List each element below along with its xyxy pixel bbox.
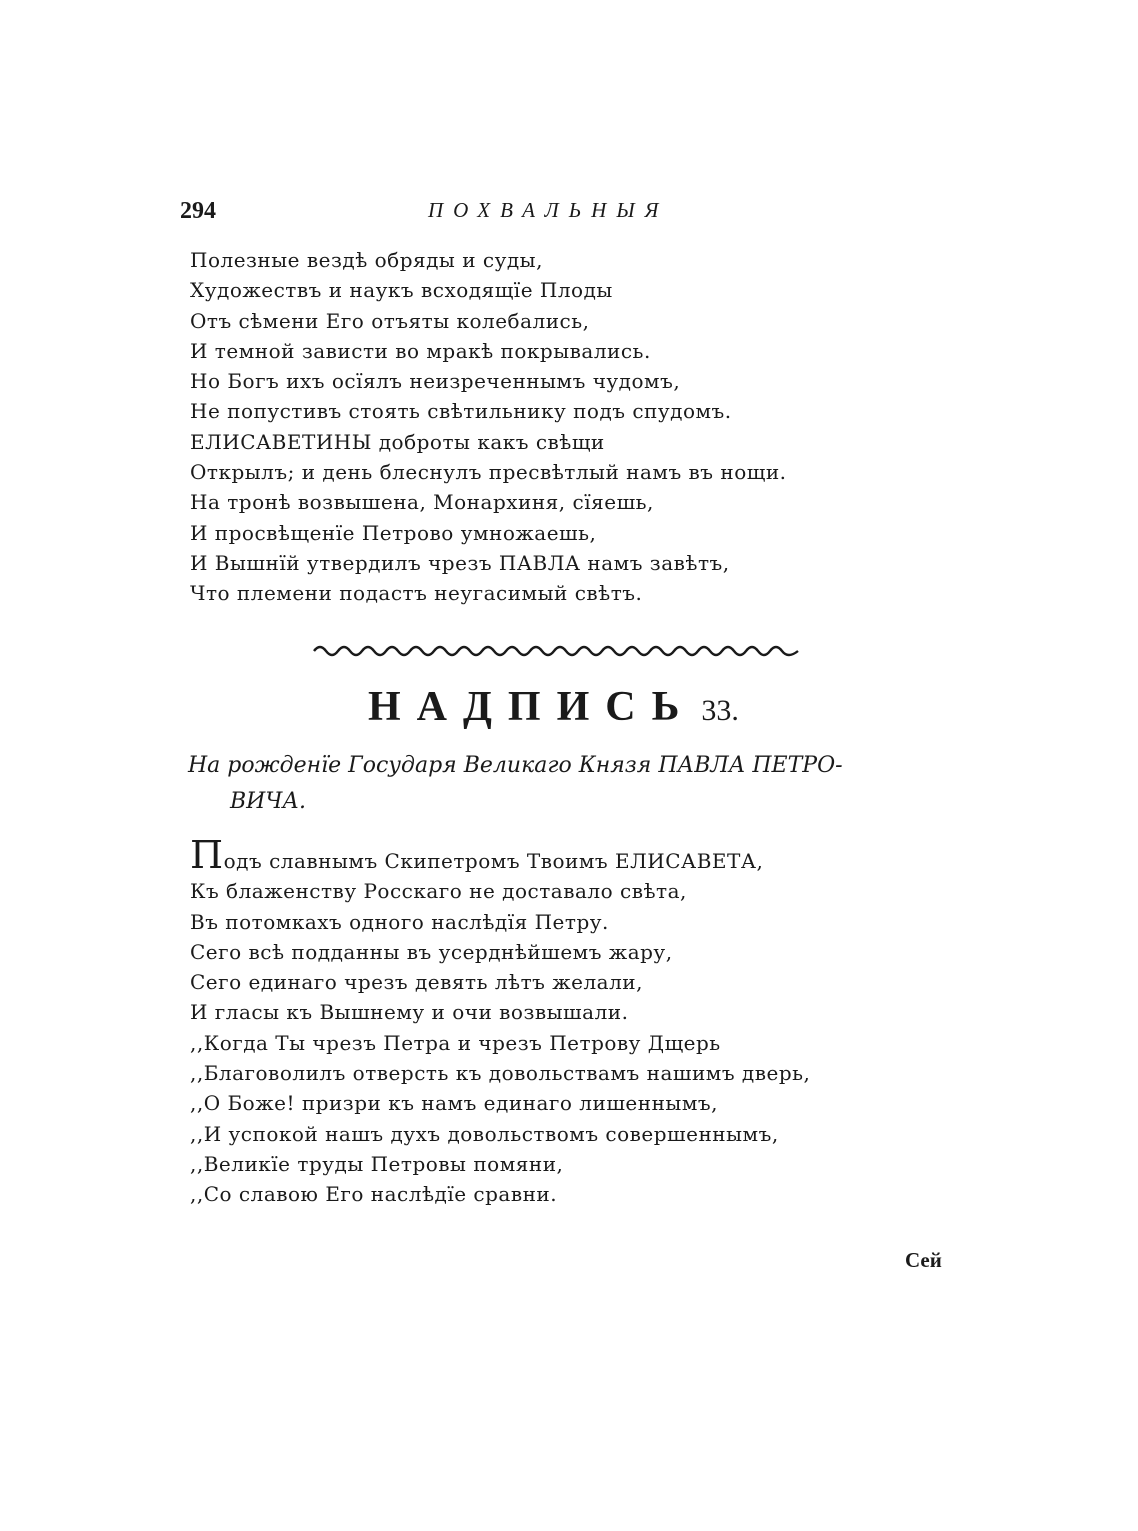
verse-line: И гласы къ Вышнему и очи возвышали. (190, 1000, 629, 1025)
section-number: 33. (701, 694, 739, 727)
verse-line: Открылъ; и день блеснулъ пресвѣтлый намъ въ нощи. (190, 460, 787, 485)
catchword: Сей (905, 1248, 942, 1272)
verse-line: На тронѣ возвышена, Монархиня, сїяешь, (190, 490, 654, 515)
verse-line: ,,О Боже! призри къ намъ единаго лишеннымъ, (190, 1091, 718, 1116)
verse-line: И просвѣщенїе Петрово умножаешь, (190, 520, 597, 545)
verse-line: Что племени подастъ неугасимый свѣтъ. (190, 581, 643, 606)
verse-line: ,,Со славою Его наслѣдїе сравни. (190, 1182, 558, 1207)
verse-line: Полезные вездѣ обряды и суды, (190, 248, 543, 272)
verse-line: Но Богъ ихъ осїялъ неизреченнымъ чудомъ, (190, 369, 681, 394)
verse-line: И Вышнїй утвердилъ чрезъ ПАВЛА намъ завѣтъ, (190, 550, 730, 575)
verse-line: Художествъ и наукъ всходящїе Плоды (190, 278, 613, 303)
running-head (180, 198, 780, 228)
verse-line: Сего единаго чрезъ девять лѣтъ желали, (190, 970, 643, 995)
verse-line: Къ блаженству Росскаго не доставало свѣта, (190, 879, 687, 904)
section-heading (368, 683, 739, 731)
running-title: ПОХВАЛЬНЫЯ (428, 198, 669, 222)
verse-block-2 (190, 833, 811, 1210)
verse-line: Сего всѣ подданны въ усерднѣйшемъ жару, (190, 939, 673, 964)
verse-line: И темной зависти во мракѣ покрывались. (190, 338, 651, 363)
verse-line: Не попустивъ стоять свѣтильнику подъ спудомъ. (190, 399, 732, 424)
verse-line: Отъ сѣмени Его отъяты колебались, (190, 308, 590, 333)
verse-line: ,,Когда Ты чрезъ Петра и чрезъ Петрову Дщерь (190, 1030, 721, 1055)
poem-subtitle (188, 748, 948, 820)
verse-line: Въ потомкахъ одного наслѣдїя Петру. (190, 909, 609, 934)
verse-line: ЕЛИСАВЕТИНЫ доброты какъ свѣщи (190, 429, 605, 454)
verse-first-line (190, 833, 810, 877)
verse-line: ,,И успокой нашъ духъ довольствомъ совершеннымъ, (190, 1121, 779, 1146)
ornamental-divider (312, 640, 800, 662)
first-line-text: одъ славнымъ Скипетромъ Твоимъ ЕЛИСАВЕТА, (223, 849, 764, 873)
subtitle-line: ВИЧА. (230, 789, 307, 814)
verse-line: ,,Великїе труды Петровы помяни, (190, 1151, 564, 1176)
verse-line: ,,Благоволилъ отверсть къ довольствамъ нашимъ дверь, (190, 1061, 811, 1086)
page-number: 294 (180, 198, 216, 224)
drop-cap: П (190, 833, 224, 877)
subtitle-line: На рожденїе Государя Великаго Князя ПАВЛА ПЕТРО- (188, 753, 843, 778)
heading-text: НАДПИСЬ (368, 684, 696, 730)
verse-block-1 (190, 245, 787, 609)
